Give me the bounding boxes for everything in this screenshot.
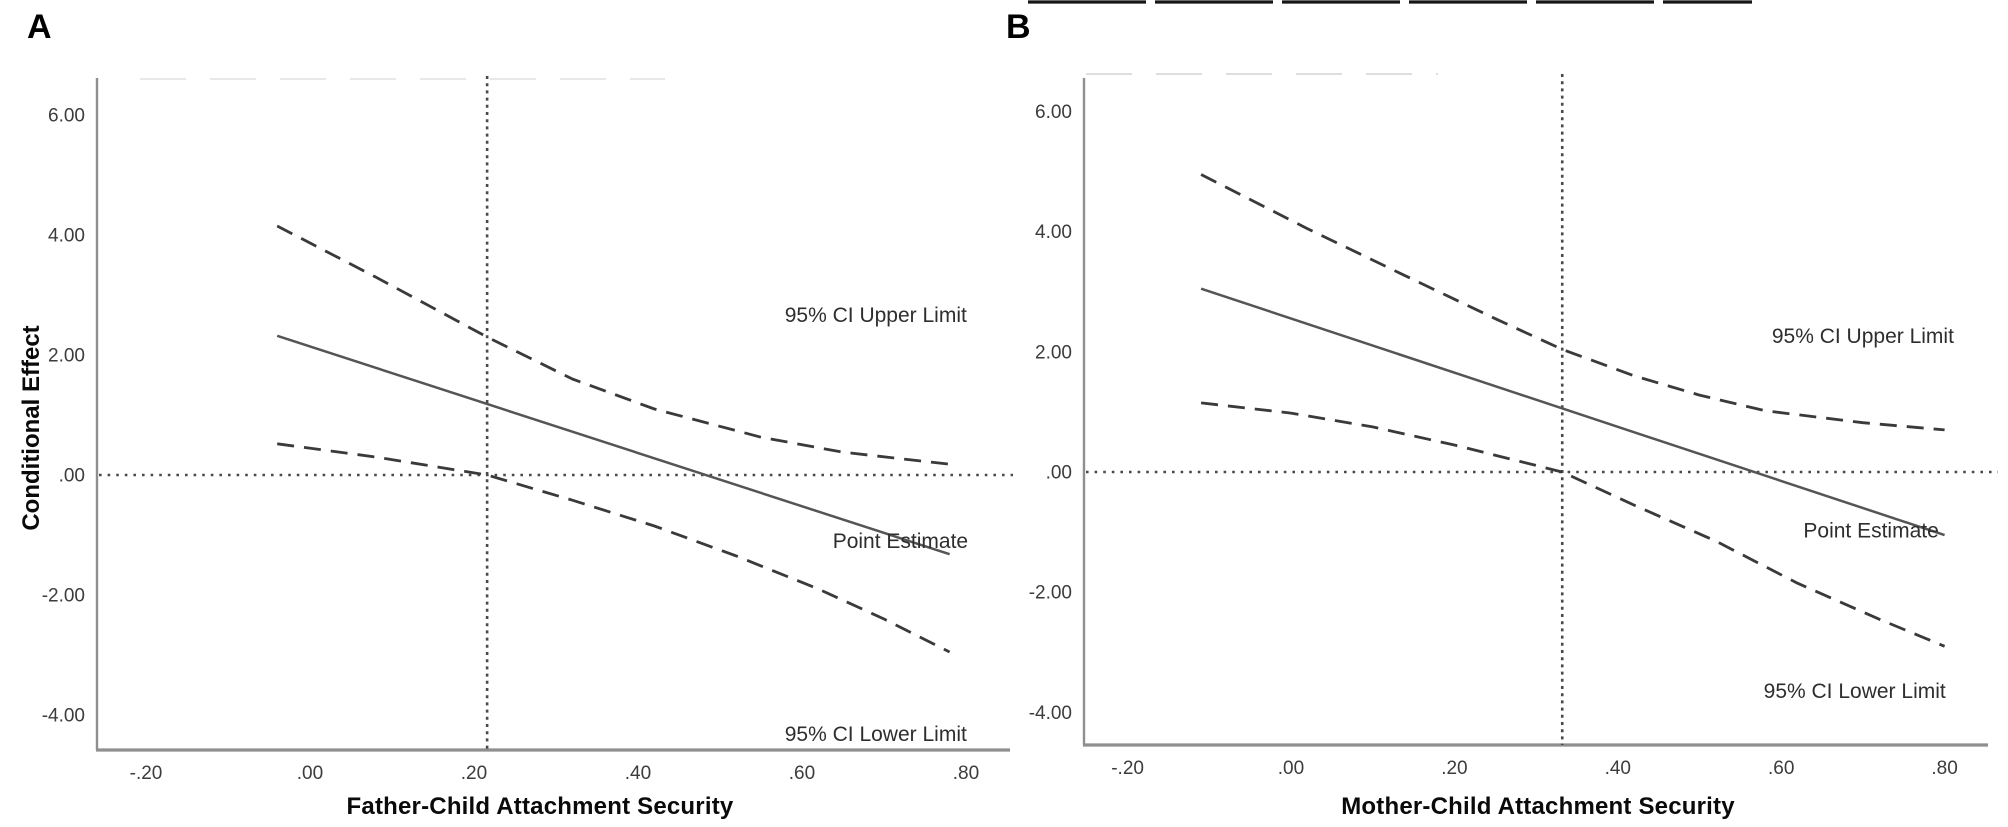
panel-b-plot <box>1029 74 1998 779</box>
x-tick-label: .20 <box>1441 758 1468 779</box>
95-ci-lower-limit-label: 95% CI Lower Limit <box>1763 679 1946 703</box>
y-tick-label: 4.00 <box>48 225 85 247</box>
y-tick-label: 4.00 <box>1035 222 1072 244</box>
x-tick-label: .60 <box>1767 758 1795 779</box>
point-estimate-label: Point Estimate <box>832 530 969 553</box>
point-estimate-line <box>277 336 949 554</box>
y-tick-label: -4.00 <box>41 705 85 727</box>
panel-b-label: B <box>1006 8 1031 46</box>
x-tick-label: .60 <box>788 763 816 784</box>
y-tick-label: .00 <box>58 465 85 487</box>
95-ci-upper-limit-line <box>277 226 949 464</box>
y-tick-label: 6.00 <box>48 105 85 127</box>
y-tick-label: -2.00 <box>1028 582 1072 604</box>
95-ci-upper-limit-line <box>1201 175 1945 430</box>
y-tick-label: -2.00 <box>41 585 85 607</box>
x-tick-label: .40 <box>1604 758 1632 779</box>
95-ci-upper-limit-label: 95% CI Upper Limit <box>1771 325 1954 349</box>
x-tick-label: .80 <box>1931 758 1958 779</box>
panel-a-x-axis-title: Father-Child Attachment Security <box>346 793 734 820</box>
y-tick-label: .00 <box>1045 462 1072 484</box>
x-tick-label: -.20 <box>129 763 163 784</box>
95-ci-lower-limit-label: 95% CI Lower Limit <box>784 723 967 747</box>
x-tick-label: .40 <box>624 763 652 784</box>
panel-a-y-axis-title: Conditional Effect <box>18 325 45 531</box>
x-tick-label: .00 <box>1277 758 1305 779</box>
x-tick-label: -.20 <box>1111 758 1144 779</box>
y-tick-label: 2.00 <box>1035 342 1072 364</box>
panel-b-x-axis-title: Mother-Child Attachment Security <box>1341 793 1735 820</box>
x-tick-label: .00 <box>296 763 324 784</box>
y-tick-label: 2.00 <box>48 345 85 367</box>
point-estimate-label: Point Estimate <box>1803 519 1939 543</box>
y-tick-label: 6.00 <box>1035 101 1072 123</box>
panel-a-plot <box>42 76 1013 784</box>
panel-a-label: A <box>27 8 52 46</box>
x-tick-label: .20 <box>460 763 488 784</box>
95-ci-upper-limit-label: 95% CI Upper Limit <box>784 303 967 327</box>
x-tick-label: .80 <box>952 763 980 784</box>
y-tick-label: -4.00 <box>1028 702 1072 724</box>
